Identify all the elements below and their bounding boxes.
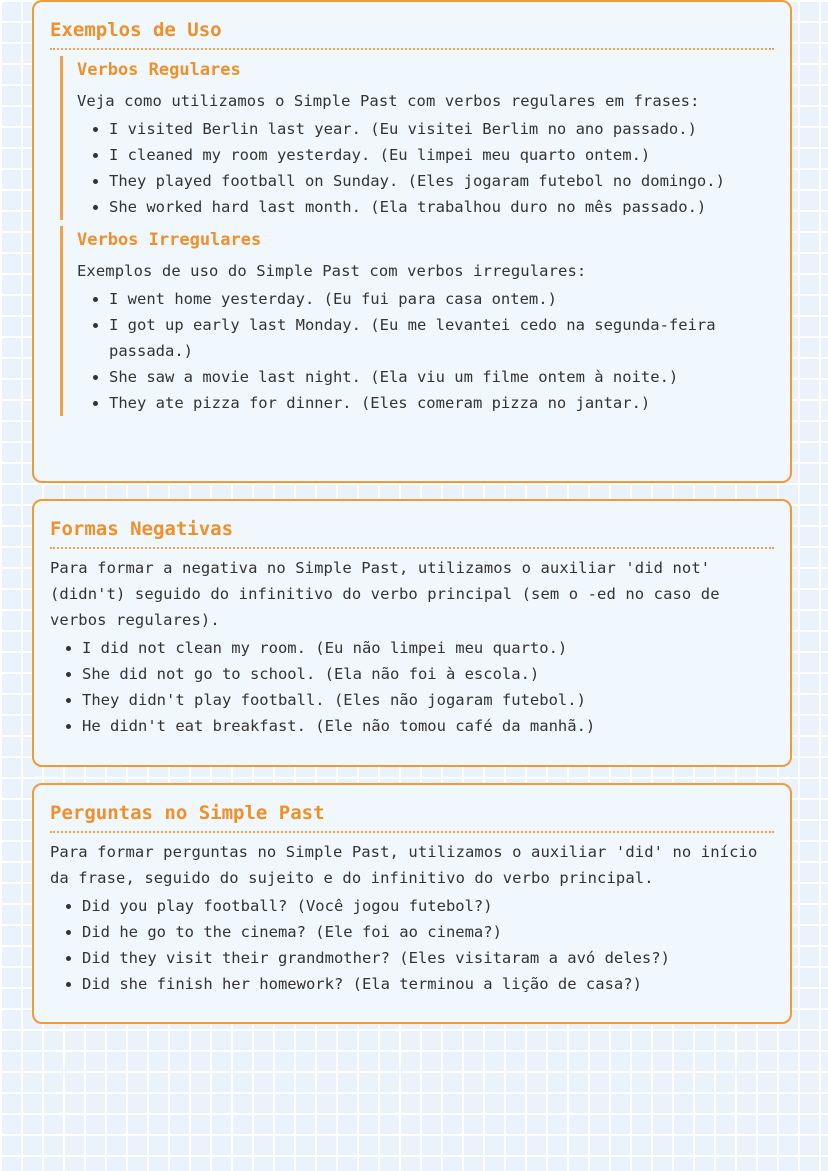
list-item: • She worked hard last month. (Ela trabalhou duro no mês passado.) — [109, 194, 774, 220]
subsection-title: Verbos Irregulares — [77, 230, 262, 250]
questions-card — [32, 783, 792, 1024]
section-title: Formas Negativas — [50, 515, 774, 549]
intro-text: Veja como utilizamos o Simple Past com verbos regulares em frases: — [77, 92, 700, 110]
list-item: • I cleaned my room yesterday. (Eu limpei meu quarto ontem.) — [109, 142, 774, 168]
list-item: • She saw a movie last night. (Ela viu um filme ontem à noite.) — [109, 364, 774, 390]
list-item: • Did she finish her homework? (Ela terminou a lição de casa?) — [82, 971, 774, 997]
intro-text: Para formar perguntas no Simple Past, utilizamos o auxiliar 'did' no início da frase, seguido do sujeito e do infinitivo do verbo principal. — [50, 843, 758, 887]
intro-text: Para formar a negativa no Simple Past, utilizamos o auxiliar 'did not' (didn't) seguido do infinitivo do verbo principal (sem o -ed no caso de verbos regulares). — [50, 559, 720, 629]
section-title: Perguntas no Simple Past — [50, 799, 774, 833]
list-item: • I visited Berlin last year. (Eu visitei Berlim no ano passado.) — [109, 116, 774, 142]
section-title: Exemplos de Uso — [50, 16, 774, 50]
list-item: • She did not go to school. (Ela não foi à escola.) — [82, 661, 774, 687]
list-item: • He didn't eat breakfast. (Ele não tomou café da manhã.) — [82, 713, 774, 739]
list-item: • I did not clean my room. (Eu não limpei meu quarto.) — [82, 635, 774, 661]
usage-examples-card — [32, 0, 792, 483]
list-item: • They ate pizza for dinner. (Eles comeram pizza no jantar.) — [109, 390, 774, 416]
intro-text: Exemplos de uso do Simple Past com verbos irregulares: — [77, 262, 587, 280]
example-list — [77, 116, 774, 220]
regular-verbs-section — [60, 56, 774, 220]
subsection-title: Verbos Regulares — [77, 60, 241, 80]
list-item: • Did they visit their grandmother? (Eles visitaram a avó deles?) — [82, 945, 774, 971]
list-item: • I went home yesterday. (Eu fui para casa ontem.) — [109, 286, 774, 312]
list-item: • I got up early last Monday. (Eu me levantei cedo na segunda-feira passada.) — [109, 312, 774, 364]
example-list — [77, 286, 774, 416]
list-item: • Did you play football? (Você jogou futebol?) — [82, 893, 774, 919]
list-item: • Did he go to the cinema? (Ele foi ao cinema?) — [82, 919, 774, 945]
irregular-verbs-section — [60, 226, 774, 416]
list-item: • They didn't play football. (Eles não jogaram futebol.) — [82, 687, 774, 713]
example-list — [50, 893, 774, 997]
list-item: • They played football on Sunday. (Eles jogaram futebol no domingo.) — [109, 168, 774, 194]
example-list — [50, 635, 774, 739]
negative-forms-card — [32, 499, 792, 767]
